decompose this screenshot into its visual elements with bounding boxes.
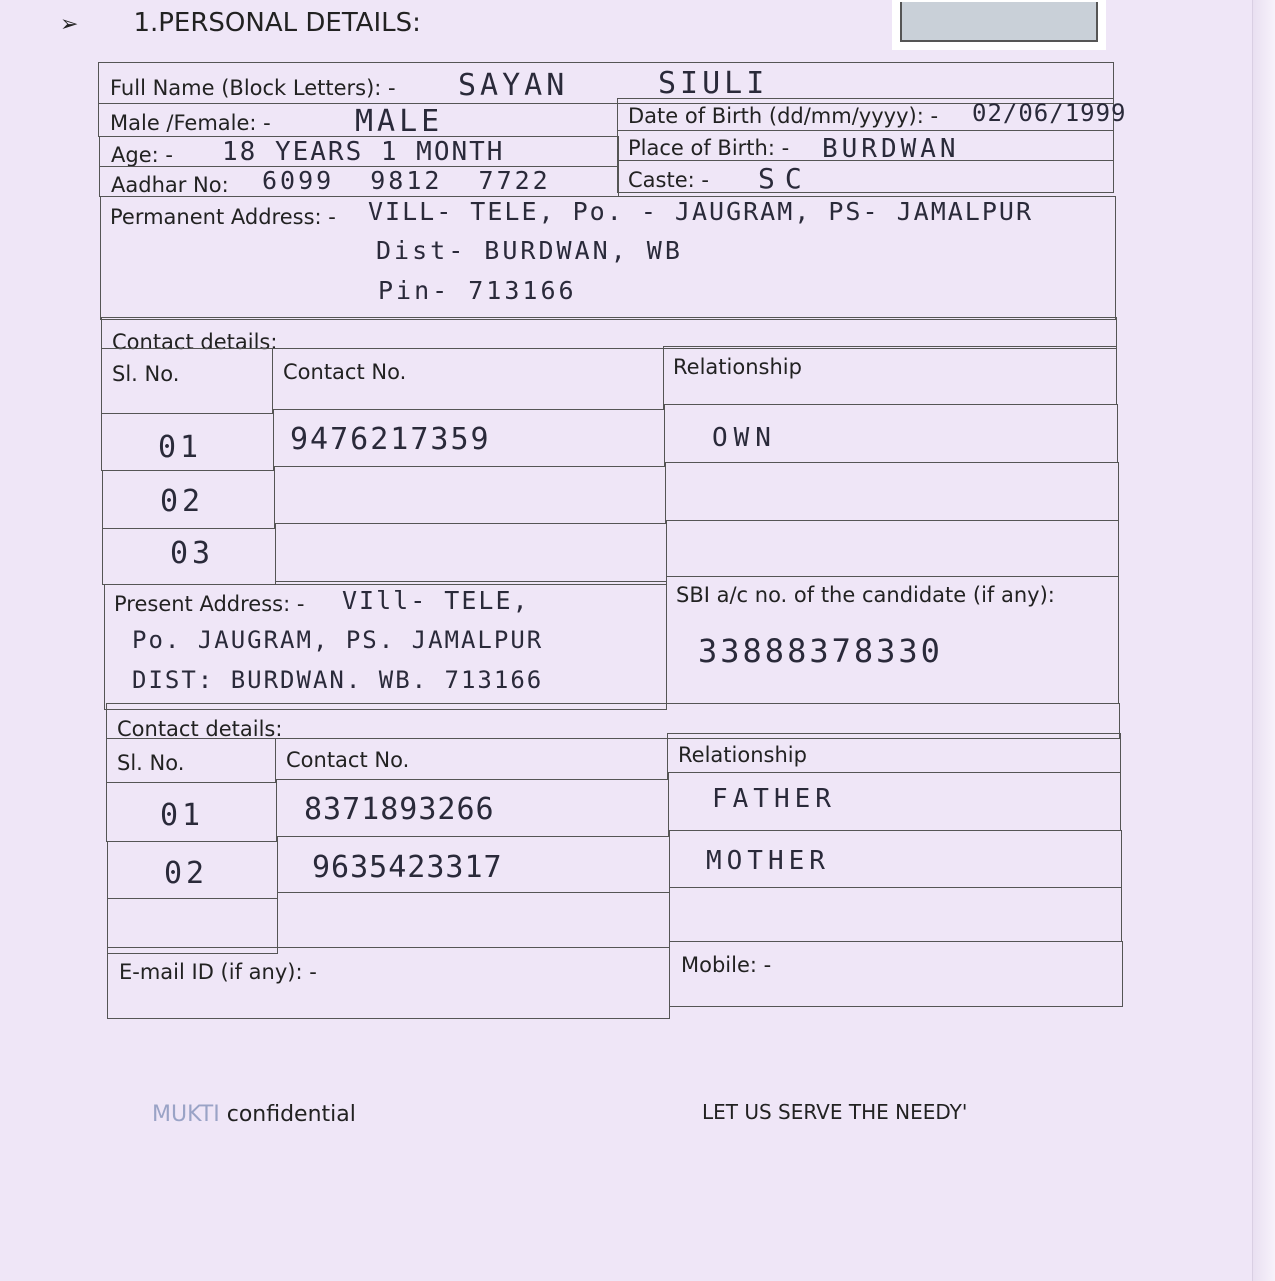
- pob-label: Place of Birth: -: [628, 136, 790, 160]
- contacts1-row3-sl: 03: [170, 536, 215, 571]
- permanent-address-line3: Pin- 713166: [378, 276, 577, 305]
- table-row-cell: [277, 892, 670, 948]
- contacts2-row2-sl: 02: [164, 856, 209, 891]
- contacts1-row2-sl: 02: [160, 484, 205, 519]
- section-title: [60, 8, 421, 38]
- sbi-label: SBI a/c no. of the candidate (if any):: [676, 583, 1055, 607]
- contacts1-row1-contact: 9476217359: [290, 422, 491, 457]
- page-edge: [1252, 0, 1275, 1281]
- email-label: E-mail ID (if any): -: [119, 960, 317, 984]
- present-address-line1: VIll- TELE,: [342, 586, 530, 615]
- gender-label: Male /Female: -: [110, 111, 271, 135]
- bullet-arrow-icon: ➢: [60, 12, 79, 37]
- contacts1-sl-header: Sl. No.: [112, 362, 180, 386]
- photo-placeholder: [900, 2, 1098, 42]
- aadhar-value: 6099 9812 7722: [262, 166, 551, 195]
- contacts2-contact-header: Contact No.: [286, 748, 410, 772]
- present-address-line3: DIST: BURDWAN. WB. 713166: [132, 666, 544, 694]
- contacts2-row2-contact: 9635423317: [312, 850, 503, 885]
- contacts2-rel-header: Relationship: [678, 743, 807, 767]
- contacts1-contact-header: Contact No.: [283, 360, 407, 384]
- contacts2-row1-sl: 01: [160, 798, 205, 833]
- contacts2-sl-header: Sl. No.: [117, 751, 185, 775]
- caste-value: SC: [758, 162, 812, 195]
- permanent-address-line1: VILL- TELE, Po. - JAUGRAM, PS- JAMALPUR: [368, 197, 1033, 226]
- table-row-cell: [274, 466, 666, 524]
- table-row-cell: [669, 887, 1122, 942]
- footer-slogan: LET US SERVE THE NEEDY': [702, 1100, 968, 1124]
- footer-confidential: [152, 1102, 356, 1127]
- footer-confidential-text: confidential: [219, 1102, 356, 1127]
- sbi-value: 33888378330: [698, 632, 943, 670]
- table-row-cell: [107, 898, 278, 954]
- contacts1-rel-header: Relationship: [673, 355, 802, 379]
- present-address-label: Present Address: -: [114, 592, 305, 616]
- present-address-line2: Po. JAUGRAM, PS. JAMALPUR: [132, 626, 544, 654]
- table-row-cell: [275, 523, 667, 582]
- contact-details-1-title: Contact details:: [112, 330, 278, 354]
- permanent-address-label: Permanent Address: -: [110, 205, 336, 229]
- last-name-value: SIULI: [658, 66, 769, 101]
- full-name-label: Full Name (Block Letters): -: [110, 76, 396, 100]
- section-title-text: 1.PERSONAL DETAILS:: [133, 8, 421, 38]
- contacts2-row2-relationship: MOTHER: [706, 846, 830, 876]
- caste-label: Caste: -: [628, 168, 709, 192]
- table-row-cell: [666, 520, 1119, 577]
- permanent-address-line2: Dist- BURDWAN, WB: [376, 236, 683, 265]
- dob-label: Date of Birth (dd/mm/yyyy): -: [628, 104, 939, 128]
- mobile-label: Mobile: -: [681, 953, 772, 977]
- first-name-value: SAYAN: [458, 68, 569, 103]
- contacts2-row1-contact: 8371893266: [304, 792, 495, 827]
- gender-value: MALE: [355, 104, 444, 139]
- table-row-cell: [665, 462, 1119, 521]
- contact-details-2-title: Contact details:: [117, 717, 283, 741]
- aadhar-label: Aadhar No:: [111, 173, 229, 197]
- photo-box: [892, 0, 1106, 50]
- contacts1-row1-relationship: OWN: [712, 423, 777, 453]
- footer-brand: MUKTI: [152, 1102, 220, 1127]
- pob-value: BURDWAN: [822, 134, 960, 164]
- contacts1-row1-sl: 01: [158, 430, 203, 465]
- contacts2-row1-relationship: FATHER: [712, 784, 836, 814]
- age-label: Age: -: [111, 143, 173, 167]
- age-value: 18 YEARS 1 MONTH: [222, 137, 505, 167]
- dob-value: 02/06/1999: [972, 99, 1127, 127]
